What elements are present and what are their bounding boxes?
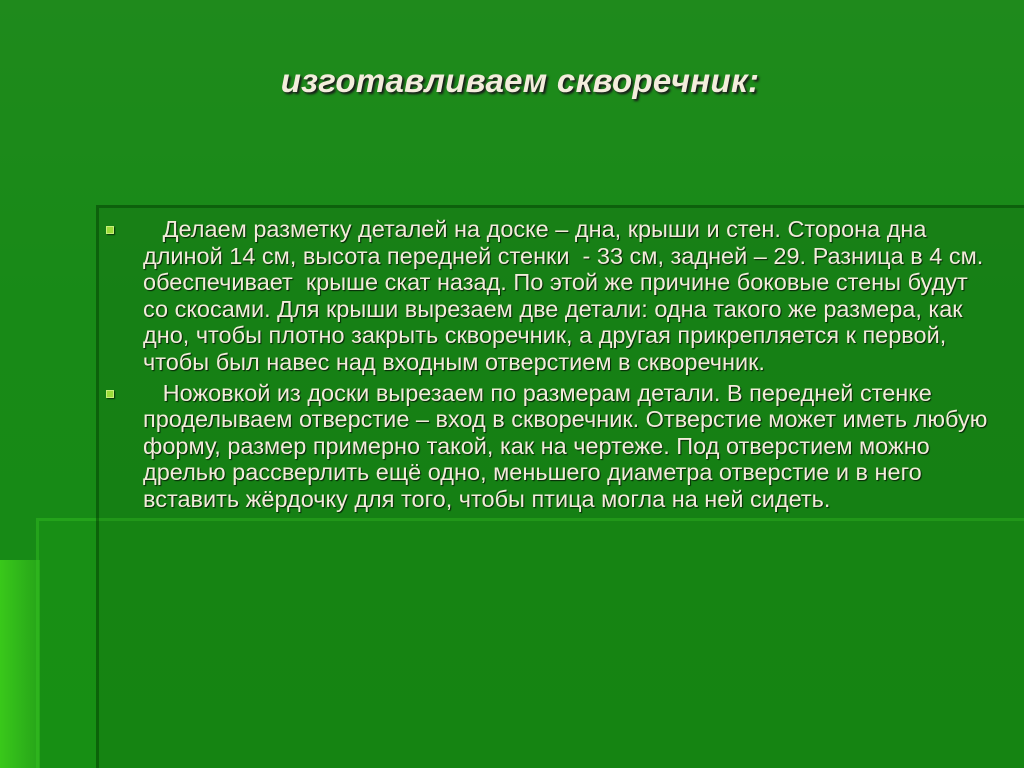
- bullet-text: Ножовкой из доски вырезаем по размерам детали. В передней стенке проделываем отверстие – вход в скворечник. Отверстие может иметь любую форму, размер примерно такой, как на чертеже. Под отверстием можно дрелью рассверлить ещё одно, меньшего диаметра отверстие и в него вставить жёрдочку для того, чтобы птица могла на ней сидеть.: [143, 379, 994, 512]
- square-bullet-icon: [106, 390, 114, 398]
- decorative-side-band: [0, 560, 40, 768]
- slide-title: изготавливаем скворечник:: [280, 62, 760, 99]
- bullet-text: Делаем разметку деталей на доске – дна, крыши и стен. Сторона дна длиной 14 см, высота передней стенки - 33 см, задней – 29. Разница в 4 см. обеспечивает крыше скат назад. По этой же причине боковые стены будут со скосами. Для крыши вырезаем две детали: одна такого же размера, как дно, чтобы плотно закрыть скворечник, а другая прикрепляется к первой, чтобы был навес над входным отверстием в скворечник.: [143, 216, 990, 375]
- bullet-item: [100, 379, 994, 513]
- bullet-item: [100, 216, 990, 376]
- square-bullet-icon: [106, 226, 114, 234]
- slide-body: [100, 216, 994, 517]
